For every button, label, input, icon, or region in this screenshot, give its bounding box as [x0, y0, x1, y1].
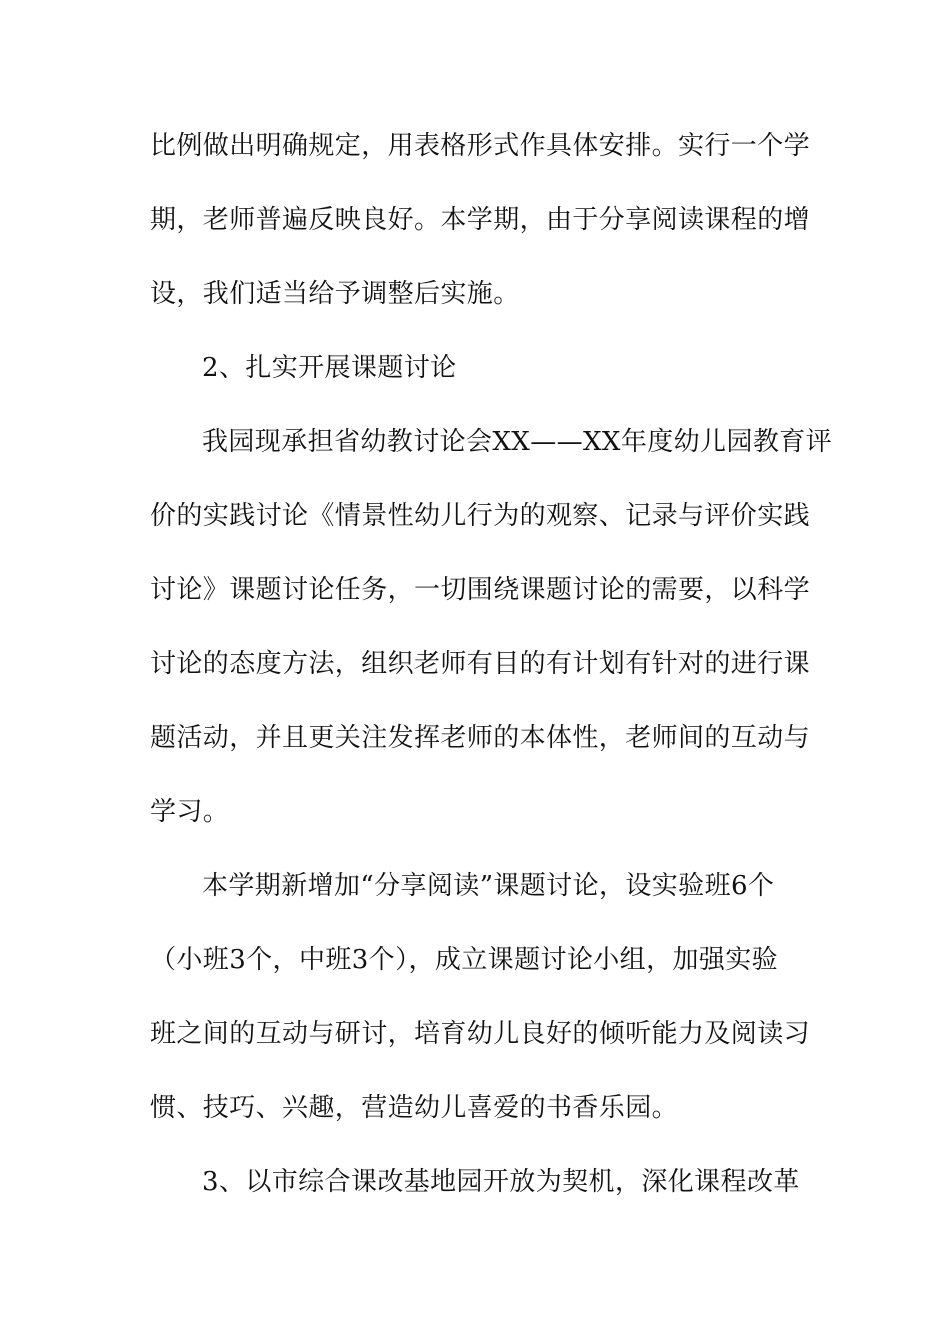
text-line: 设，我们适当给予调整后实施。: [150, 279, 520, 309]
document-body: [150, 128, 833, 1238]
text-line: 惯、技巧、兴趣，营造幼儿喜爱的书香乐园。: [150, 1093, 679, 1123]
section-heading: 2、扎实开展课题讨论: [202, 353, 457, 383]
text-line: （小班3个，中班3个），成立课题讨论小组，加强实验: [150, 945, 779, 975]
text-line: 讨论的态度方法，组织老师有目的有计划有针对的进行课: [150, 649, 811, 679]
text-line: 班之间的互动与研讨，培育幼儿良好的倾听能力及阅读习: [150, 1019, 811, 1049]
text-line: 题活动，并且更关注发挥老师的本体性，老师间的互动与: [150, 723, 811, 753]
text-line: 本学期新增加“分享阅读”课题讨论，设实验班6个: [202, 871, 775, 901]
text-line: 期，老师普遍反映良好。本学期，由于分享阅读课程的增: [150, 205, 811, 235]
text-line: 价的实践讨论《情景性幼儿行为的观察、记录与评价实践: [150, 501, 811, 531]
text-line: 讨论》课题讨论任务，一切围绕课题讨论的需要，以科学: [150, 575, 811, 605]
text-line: 比例做出明确规定，用表格形式作具体安排。实行一个学: [150, 131, 811, 161]
text-line: 学习。: [150, 797, 230, 827]
section-heading: 3、以市综合课改基地园开放为契机，深化课程改革: [202, 1167, 800, 1197]
text-line: 我园现承担省幼教讨论会XX——XX年度幼儿园教育评: [202, 427, 833, 457]
